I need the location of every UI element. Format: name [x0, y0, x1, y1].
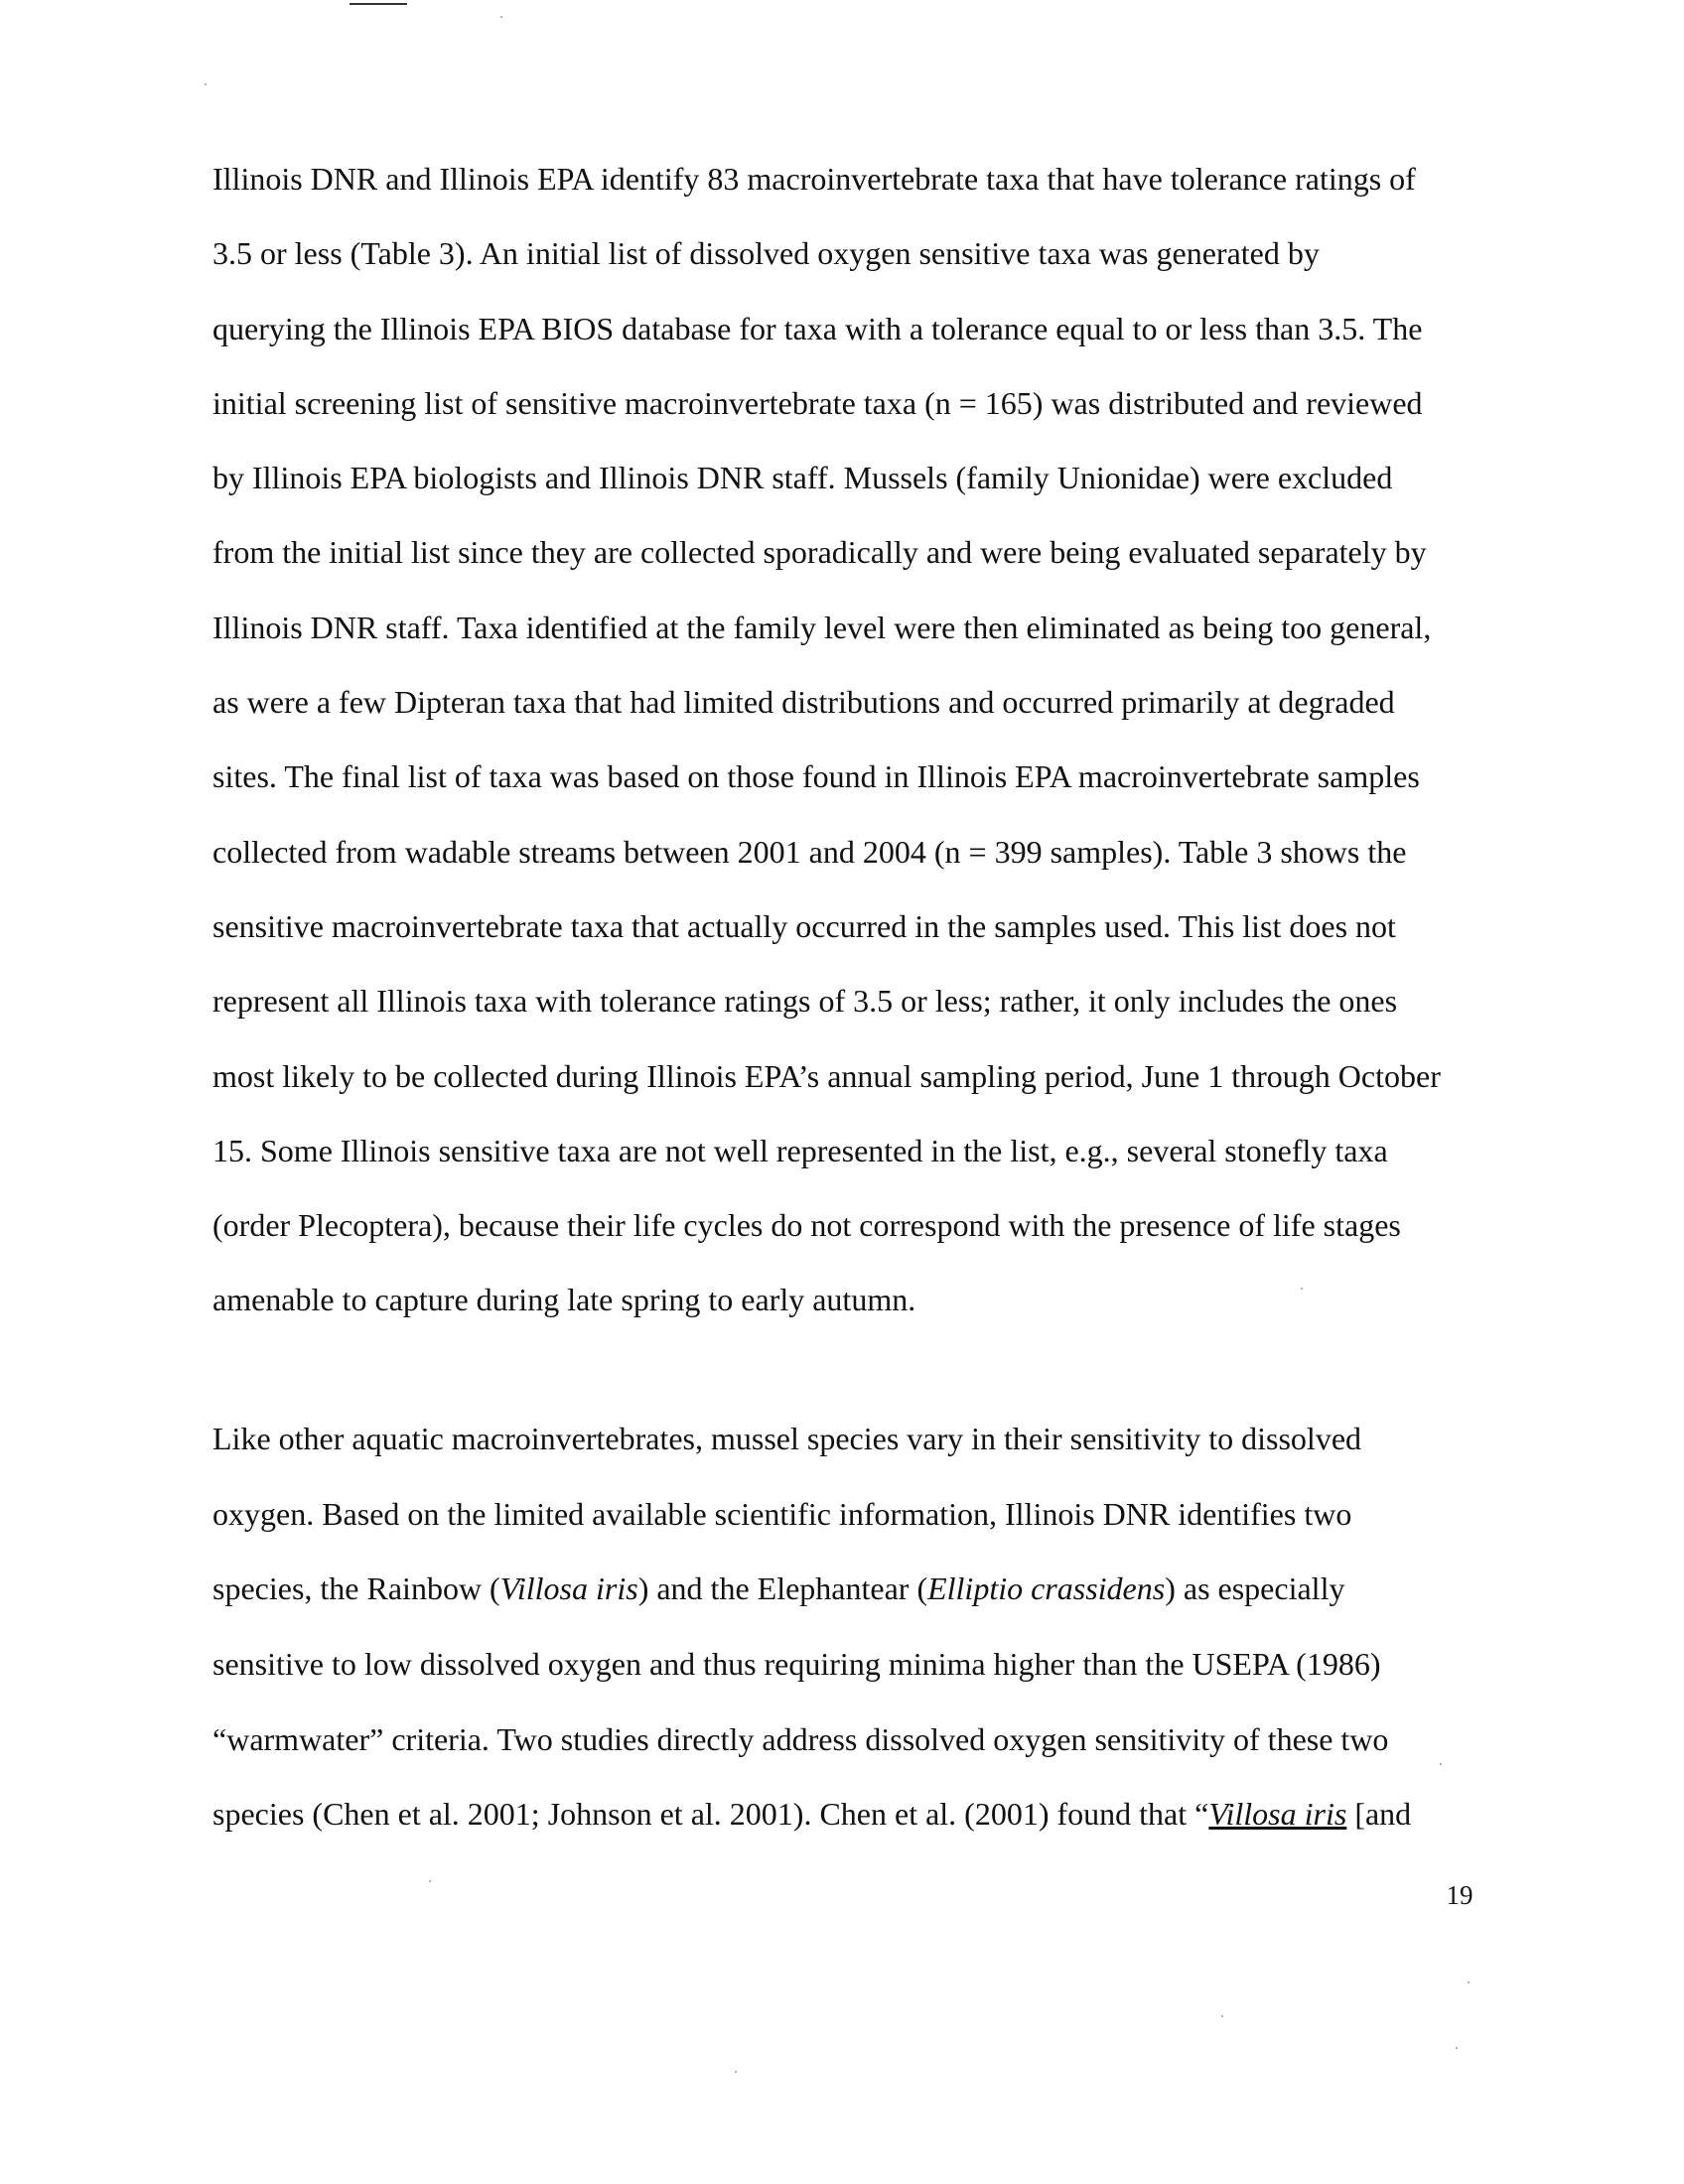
text-line: Illinois DNR and Illinois EPA identify 83 macroinvertebrate taxa that have tolerance ratings of — [212, 161, 1416, 197]
paragraph-mussel-sensitivity — [212, 1402, 1503, 1852]
text-line: sites. The final list of taxa was based on those found in Illinois EPA macroinvertebrate samples — [212, 758, 1420, 795]
text-line — [212, 1552, 1503, 1627]
text-run: species (Chen et al. 2001; Johnson et al. 2001). Chen et al. (2001) found that “ — [212, 1796, 1209, 1833]
text-run: [and — [1346, 1796, 1412, 1833]
scan-speck — [735, 2071, 737, 2073]
text-run: species, the Rainbow ( — [212, 1570, 500, 1607]
text-run: ) as especially — [1165, 1570, 1345, 1607]
text-line: as were a few Dipteran taxa that had limited distributions and occurred primarily at degraded — [212, 684, 1395, 721]
text-line: represent all Illinois taxa with tolerance ratings of 3.5 or less; rather, it only includes the ones — [212, 983, 1398, 1020]
species-name: Villosa iris — [1208, 1796, 1347, 1833]
text-line — [212, 1777, 1503, 1852]
text-line: querying the Illinois EPA BIOS database for taxa with a tolerance equal to or less than 3.5. The — [212, 310, 1423, 346]
text-line: collected from wadable streams between 2001 and 2004 (n = 399 samples). Table 3 shows the — [212, 833, 1407, 870]
text-line: Like other aquatic macroinvertebrates, mussel species vary in their sensitivity to dissolved — [212, 1421, 1362, 1456]
text-line: amenable to capture during late spring to early autumn. — [212, 1282, 916, 1318]
scan-speck — [205, 83, 207, 85]
species-name: Villosa iris — [499, 1570, 638, 1607]
text-line: “warmwater” criteria. Two studies directly address dissolved oxygen sensitivity of these two — [212, 1720, 1389, 1757]
text-line: 3.5 or less (Table 3). An initial list of dissolved oxygen sensitive taxa was generated by — [212, 235, 1320, 272]
scan-speck — [500, 16, 502, 18]
scan-speck — [1456, 2047, 1458, 2049]
text-line: oxygen. Based on the limited available scientific information, Illinois DNR identifies two — [212, 1495, 1352, 1532]
text-line: sensitive to low dissolved oxygen and thus requiring minima higher than the USEPA (1986) — [212, 1646, 1381, 1683]
paragraph-sensitive-taxa — [212, 142, 1503, 1338]
scan-speck — [429, 1880, 431, 1882]
text-line: Illinois DNR staff. Taxa identified at the family level were then eliminated as being too general, — [212, 609, 1432, 645]
text-line: (order Plecoptera), because their life cycles do not correspond with the presence of life stages — [212, 1207, 1401, 1244]
text-line: from the initial list since they are collected sporadically and were being evaluated separately by — [212, 534, 1427, 571]
text-line: initial screening list of sensitive macroinvertebrate taxa (n = 165) was distributed and reviewed — [212, 384, 1423, 421]
species-name: Elliptio crassidens — [927, 1570, 1166, 1607]
page-number: 19 — [1446, 1880, 1474, 1910]
scan-speck — [1468, 1981, 1470, 1983]
text-line: 15. Some Illinois sensitive taxa are not well represented in the list, e.g., several stonefly taxa — [212, 1132, 1388, 1168]
scan-mark — [350, 3, 407, 5]
scan-speck — [1221, 2015, 1223, 2017]
text-line: by Illinois EPA biologists and Illinois DNR staff. Mussels (family Unionidae) were excluded — [212, 460, 1393, 496]
text-line: sensitive macroinvertebrate taxa that actually occurred in the samples used. This list does not — [212, 907, 1396, 944]
text-run: ) and the Elephantear ( — [637, 1570, 928, 1607]
text-line: most likely to be collected during Illinois EPA’s annual sampling period, June 1 through October — [212, 1057, 1441, 1094]
